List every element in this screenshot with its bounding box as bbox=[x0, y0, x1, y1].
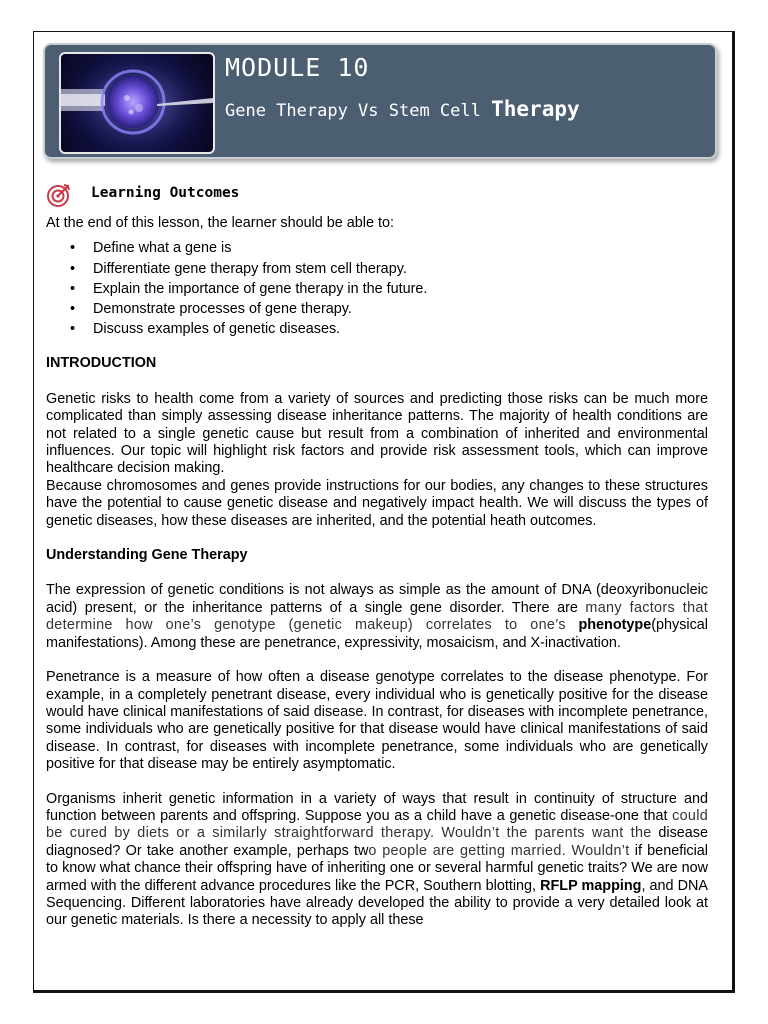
phenotype-term: phenotype bbox=[578, 617, 652, 634]
text-span: The expression of genetic conditions is not always as simple as the amount of DNA (deoxyribonucleic acid) present, or the inheritance patterns of a single gene disorder. There are bbox=[46, 582, 708, 616]
introduction-paragraph-2: Because chromosomes and genes provide instructions for our bodies, any changes to these structures have the potential to cause genetic disease and negatively impact health. We will discuss the types of genetic diseases, how these diseases are inherited, and the potential heath outcomes. bbox=[46, 477, 708, 529]
introduction-paragraph-1: Genetic risks to health come from a variety of sources and predicting those risks can be much more complicated than simply assessing disease inheritance patterns. The majority of health conditions are not related to a single genetic cause but result from a combination of inherited and environmental influences. Our topic will highlight risk factors and provide risk assessment tools, which can improve healthcare decision making. bbox=[46, 390, 708, 477]
text-span: disease diagnosed? Or take another example, perhaps tw bbox=[46, 825, 708, 859]
text-span: (physical manifestations). Among these are penetrance, expressivity, mosaicism, and X-inactivation. bbox=[46, 617, 709, 651]
module-title: MODULE 10 bbox=[225, 53, 370, 82]
gene-therapy-paragraph-3 bbox=[46, 791, 708, 930]
module-subtitle-main: Gene Therapy Vs Stem Cell bbox=[225, 101, 481, 121]
outcome-item: • Discuss examples of genetic diseases. bbox=[46, 319, 708, 339]
document-body bbox=[46, 215, 708, 930]
gene-therapy-paragraph-2: Penetrance is a measure of how often a disease genotype correlates to the disease phenotype. For example, in a completely penetrant disease, every individual who is genetically positive for the disease would have clinical manifestations of said disease. In contrast, for diseases with incomplete penetrance, some individuals who are genetically positive for that disease would have clinical manifestations of said disease. In contrast, for diseases with incomplete penetrance, some individuals who are genetically positive for that disease may be entirely asymptomatic. bbox=[46, 669, 708, 773]
module-banner bbox=[43, 43, 717, 159]
module-subtitle-end: Therapy bbox=[491, 97, 580, 121]
text-span: Organisms inherit genetic information in a variety of ways that result in continuity of structure and function between parents and offspring. Suppose you as a child have a genetic disease-one that bbox=[46, 790, 708, 824]
module-subtitle bbox=[225, 97, 580, 121]
text-span: if beneficial to know what chance their offspring have of inheriting one or several harmful genetic traits? We are now armed with the different advance procedures like the PCR, Southern blotting, bbox=[46, 842, 708, 894]
gene-therapy-paragraph-1 bbox=[46, 582, 708, 652]
target-icon bbox=[46, 182, 72, 208]
text-span: o people are getting married. Wouldn’t bbox=[368, 842, 630, 859]
outcomes-intro: At the end of this lesson, the learner should be able to: bbox=[46, 215, 395, 231]
rflp-term: RFLP mapping bbox=[540, 877, 642, 894]
gene-therapy-heading: Understanding Gene Therapy bbox=[46, 547, 248, 564]
outcome-item: • Explain the importance of gene therapy in the future. bbox=[46, 279, 708, 299]
cell-injection-image bbox=[59, 52, 215, 154]
outcome-item: • Differentiate gene therapy from stem cell therapy. bbox=[46, 259, 708, 279]
learning-outcomes-title: Learning Outcomes bbox=[91, 185, 240, 201]
outcome-item: • Demonstrate processes of gene therapy. bbox=[46, 299, 708, 319]
text-span: , and DNA Sequencing. Different laboratories have already developed the ability to provide a very detailed look at our genetic materials. Is there a necessity to apply all these bbox=[46, 877, 708, 929]
outcome-item: • Define what a gene is bbox=[46, 238, 708, 258]
text-span: many factors that determine how one’s genotype (genetic makeup) correlates to one’s bbox=[46, 599, 708, 634]
outcomes-list bbox=[46, 238, 708, 339]
introduction-heading: INTRODUCTION bbox=[46, 355, 157, 372]
text-span: could be cured by diets or a similarly straightforward therapy. Wouldn’t the parents want the bbox=[46, 807, 708, 842]
